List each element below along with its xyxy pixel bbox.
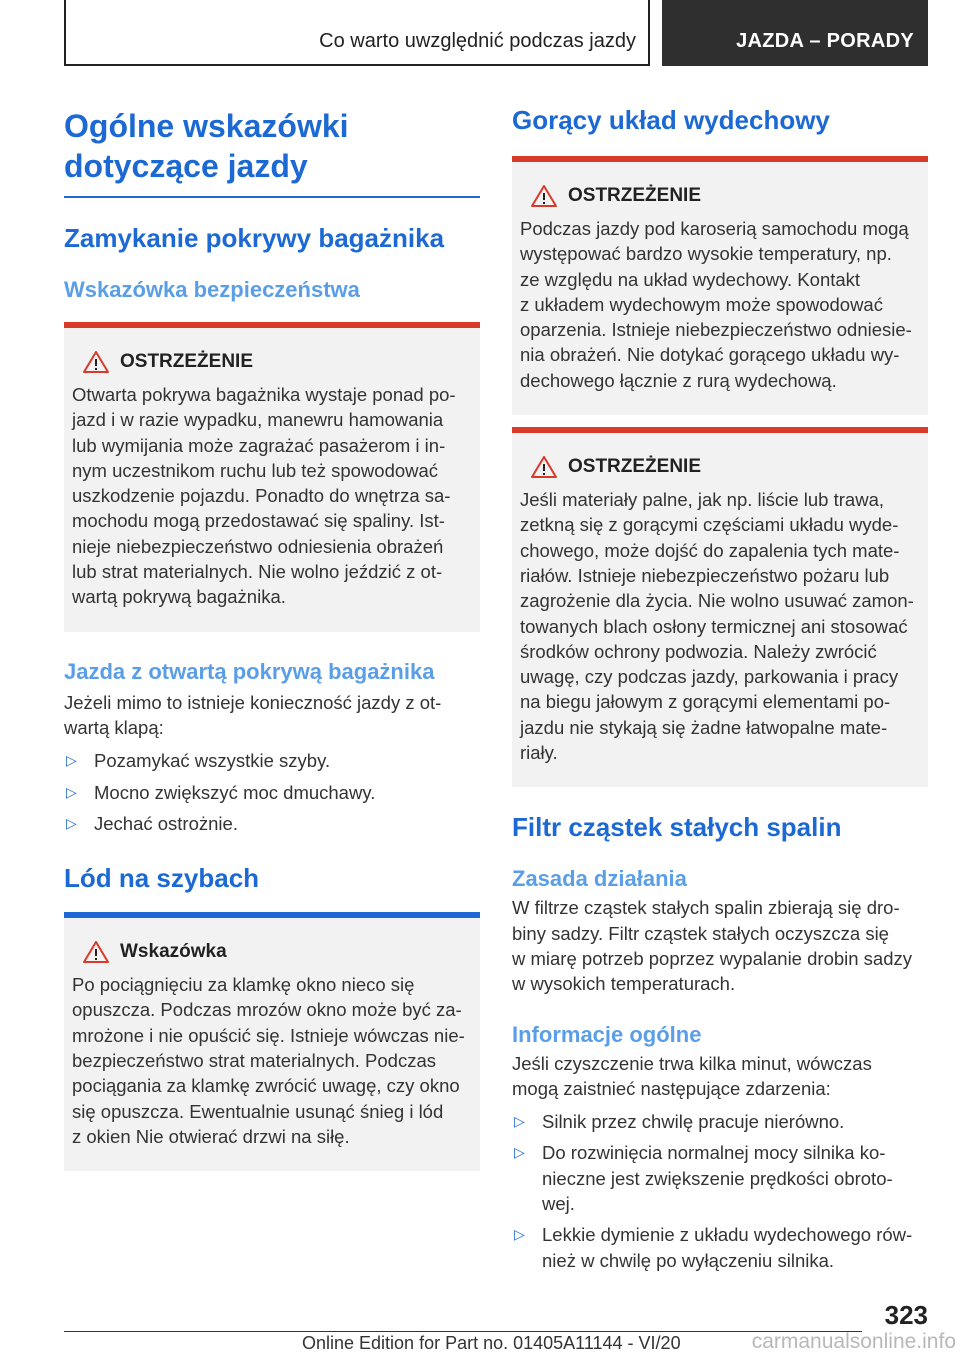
principle-heading: Zasada działania bbox=[512, 866, 687, 892]
warning-triangle-icon bbox=[82, 940, 110, 964]
list-item: ▷ Do rozwinięcia normalnej mocy silnika ko- nieczne jest zwiększenie prędkości obroto- wej. bbox=[514, 1142, 893, 1215]
open-trunk-heading: Jazda z otwartą pokrywą bagażnika bbox=[64, 658, 435, 684]
general-list bbox=[512, 1109, 928, 1273]
trunk-heading: Zamykanie pokrywy bagażnika bbox=[64, 223, 445, 253]
general-heading: Informacje ogólne bbox=[512, 1021, 702, 1047]
note-text: Po pociągnięciu za klamkę okno nieco się opuszcza. Podczas mrozów okno może być za- mrożone i nie opuścić się. Istnieje wówczas nie- bezpieczeństwo strat materialnych. Podczas pociągania za klamkę zwrócić uwagę, czy okno się opuszcza. Ewentualnie usunąć śnieg i lód z okien Nie otwierać drzwi na siłę. bbox=[72, 974, 465, 1147]
heading-rule bbox=[64, 196, 480, 198]
page-number: 323 bbox=[884, 1300, 928, 1330]
list-item: ▷ Lekkie dymienie z układu wydechowego rów- nież w chwilę po wyłączeniu silnika. bbox=[514, 1224, 913, 1271]
section-tab bbox=[662, 0, 928, 66]
general-intro: Jeśli czyszczenie trwa kilka minut, wówczas mogą zaistnieć następujące zdarzenia: bbox=[512, 1052, 872, 1099]
watermark: carmanualsonline.info bbox=[751, 1330, 956, 1353]
list-item: ▷ Mocno zwiększyć moc dmuchawy. bbox=[64, 780, 480, 805]
right-column bbox=[512, 100, 928, 1273]
triangle-bullet-icon: ▷ bbox=[66, 783, 77, 800]
footer-edition: Online Edition for Part no. 01405A11144 - VI/20 bbox=[302, 1333, 681, 1353]
footer-rule bbox=[64, 1331, 862, 1332]
triangle-bullet-icon: ▷ bbox=[514, 1226, 525, 1243]
warning-text: Otwarta pokrywa bagażnika wystaje ponad po- jazd i w razie wypadku, manewru hamowania lub wymijania może zagrażać pasażerom i in- nym uczestnikom ruchu lub też spowodować uszkodzenie pojazdu. Ponadto do wnętrza sa- mochodu mogą przedostawać się spaliny. Ist- nieje niebezpieczeństwo odniesienia obrażeń lub strat materialnych. Nie wolno jeździć z ot- wartą pokrywą bagażnika. bbox=[72, 384, 456, 608]
triangle-bullet-icon: ▷ bbox=[514, 1113, 525, 1130]
chapter-box bbox=[64, 0, 650, 66]
hot-exhaust-heading: Gorący układ wydechowy bbox=[512, 105, 830, 135]
section-label: JAZDA – PORADY bbox=[736, 30, 914, 52]
warning-title: OSTRZEŻENIE bbox=[530, 184, 918, 208]
warning-text: Podczas jazdy pod karoserią samochodu mogą występować bardzo wysokie temperatury, np. ze względu na układ wydechowy. Kontakt z układem wydechowym może spowodować oparzenia. Istnieje niebezpieczeństwo odniesie- nia obrażeń. Nie dotykać gorącego układu wy- dechowego łącznie z rurą wydechową. bbox=[520, 218, 912, 391]
main-heading: Ogólne wskazówki dotyczące jazdy bbox=[64, 108, 349, 184]
triangle-bullet-icon: ▷ bbox=[514, 1144, 525, 1161]
page-header bbox=[64, 0, 928, 66]
warning-triangle-icon bbox=[530, 184, 558, 208]
warning-text: Jeśli materiały palne, jak np. liście lub trawa, zetkną się z gorącymi częściami układu wyde- chowego, może dojść do zapalenia tych mate- riałów. Istnieje niebezpieczeństwo pożaru lub zagrożenie dla życia. Nie wolno usuwać zamon- towanych blach osłony termicznej ani stosować środków ochrony podwozia. Należy zwrócić uwagę, czy podczas jazdy, parkowania i pracy na biegu jałowym z gorącymi elementami po- jazdu nie stykają się żadne łatwopalne mate- riały. bbox=[520, 489, 914, 764]
list-item: ▷ Silnik przez chwilę pracuje nierówno. bbox=[512, 1109, 928, 1134]
ice-heading: Lód na szybach bbox=[64, 863, 260, 894]
triangle-bullet-icon: ▷ bbox=[66, 752, 77, 769]
left-column bbox=[64, 100, 480, 1171]
triangle-bullet-icon: ▷ bbox=[66, 814, 77, 831]
warning-box-trunk bbox=[64, 322, 480, 632]
note-box-ice bbox=[64, 912, 480, 1171]
chapter-title: Co warto uwzględnić podczas jazdy bbox=[319, 30, 636, 52]
safety-heading: Wskazówka bezpieczeństwa bbox=[64, 277, 360, 302]
open-trunk-list bbox=[64, 748, 480, 836]
principle-text: W filtrze cząstek stałych spalin zbierają się dro- biny sadzy. Filtr cząstek stałych oczyszcza się w miarę potrzeb poprzez wypalanie drobin sadzy w wysokich temperaturach. bbox=[512, 897, 913, 995]
warning-box-exhaust bbox=[512, 156, 928, 415]
warning-title: OSTRZEŻENIE bbox=[82, 350, 470, 374]
filter-heading: Filtr cząstek stałych spalin bbox=[512, 812, 842, 843]
warning-triangle-icon bbox=[82, 350, 110, 374]
note-title: Wskazówka bbox=[82, 940, 470, 964]
open-trunk-intro: Jeżeli mimo to istnieje konieczność jazdy z ot- wartą klapą: bbox=[64, 691, 442, 738]
list-item: ▷ Jechać ostrożnie. bbox=[64, 811, 480, 836]
warning-box-flammable bbox=[512, 427, 928, 787]
warning-triangle-icon bbox=[530, 455, 558, 479]
warning-title: OSTRZEŻENIE bbox=[530, 455, 918, 479]
list-item: ▷ Pozamykać wszystkie szyby. bbox=[64, 748, 480, 773]
